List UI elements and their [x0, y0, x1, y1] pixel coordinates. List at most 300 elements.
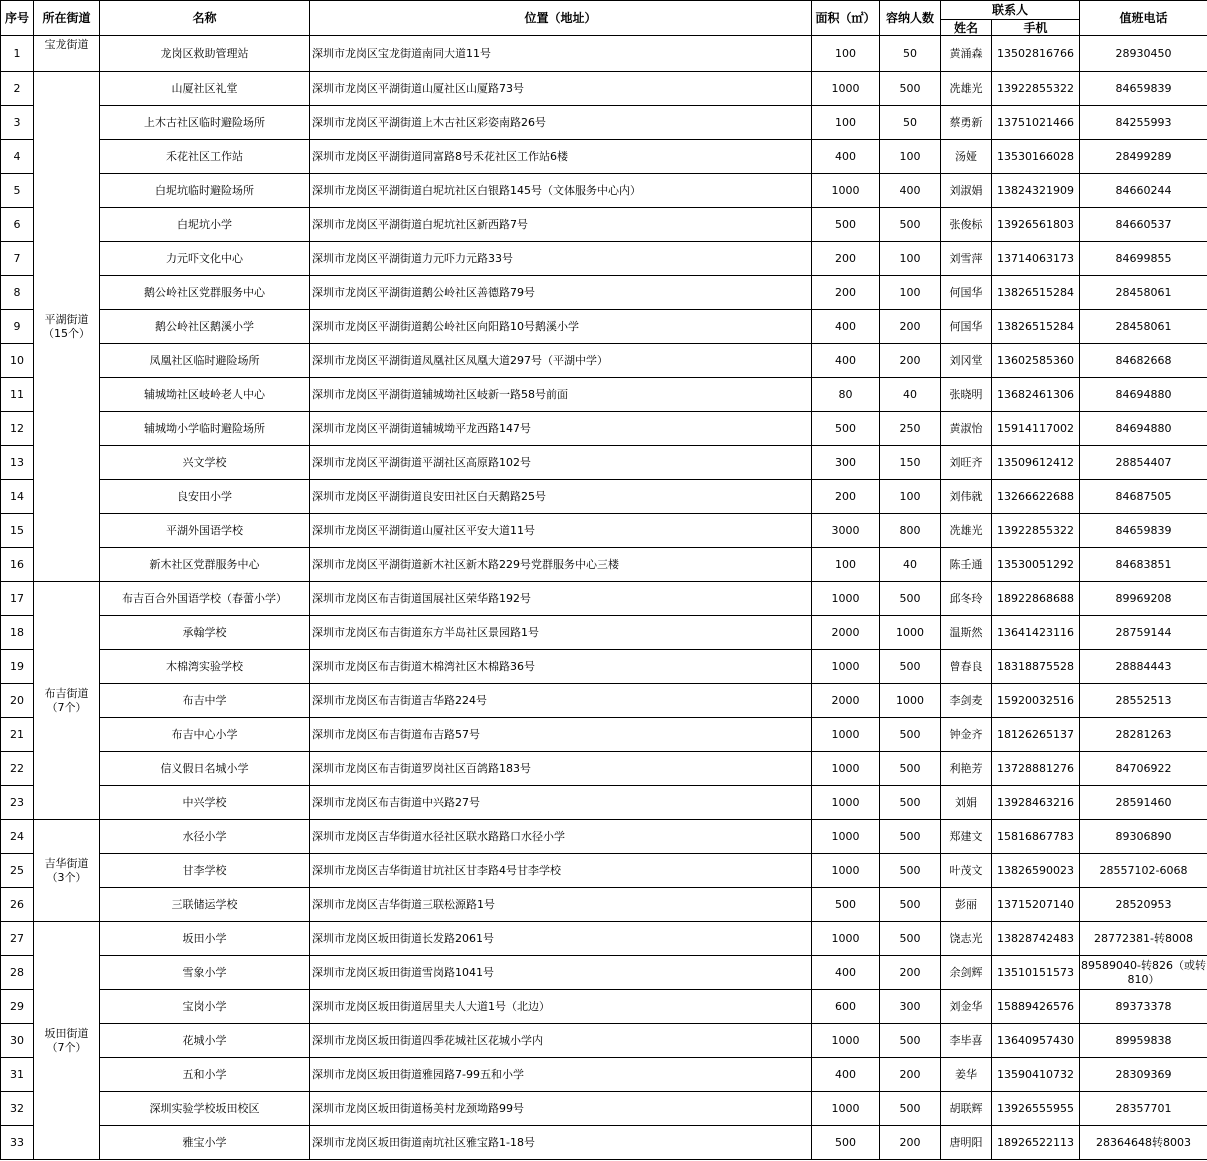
- cell-capacity: 200: [880, 956, 941, 990]
- cell-name: 深圳实验学校坂田校区: [100, 1092, 310, 1126]
- cell-seq: 13: [1, 446, 34, 480]
- table-row: [1, 1126, 1207, 1160]
- cell-area: 500: [812, 888, 880, 922]
- cell-name: 平湖外国语学校: [100, 514, 310, 548]
- cell-capacity: 500: [880, 1024, 941, 1058]
- cell-address: 深圳市龙岗区布吉街道木棉湾社区木棉路36号: [310, 650, 812, 684]
- cell-name: 鹅公岭社区鹅溪小学: [100, 310, 310, 344]
- cell-seq: 8: [1, 276, 34, 310]
- cell-duty-phone: 28357701: [1080, 1092, 1207, 1126]
- cell-name: 布吉百合外国语学校（春蕾小学）: [100, 582, 310, 616]
- table-row: [1, 276, 1207, 310]
- cell-mobile: 13926555955: [992, 1092, 1080, 1126]
- cell-mobile: 13928463216: [992, 786, 1080, 820]
- cell-duty-phone: 28930450: [1080, 36, 1207, 72]
- cell-capacity: 500: [880, 1092, 941, 1126]
- cell-contact-name: 张俊标: [941, 208, 992, 242]
- cell-mobile: 13826590023: [992, 854, 1080, 888]
- cell-address: 深圳市龙岗区平湖街道同富路8号禾花社区工作站6楼: [310, 140, 812, 174]
- cell-seq: 30: [1, 1024, 34, 1058]
- table-row: [1, 854, 1207, 888]
- cell-seq: 7: [1, 242, 34, 276]
- header-name: 名称: [100, 1, 310, 36]
- cell-mobile: 18922868688: [992, 582, 1080, 616]
- cell-name: 上木古社区临时避险场所: [100, 106, 310, 140]
- cell-duty-phone: 84659839: [1080, 514, 1207, 548]
- cell-mobile: 18926522113: [992, 1126, 1080, 1160]
- cell-mobile: 13530166028: [992, 140, 1080, 174]
- cell-area: 400: [812, 1058, 880, 1092]
- cell-mobile: 13751021466: [992, 106, 1080, 140]
- cell-address: 深圳市龙岗区坂田街道雪岗路1041号: [310, 956, 812, 990]
- cell-area: 200: [812, 480, 880, 514]
- cell-address: 深圳市龙岗区平湖街道力元吓力元路33号: [310, 242, 812, 276]
- cell-area: 2000: [812, 684, 880, 718]
- cell-area: 80: [812, 378, 880, 412]
- cell-seq: 22: [1, 752, 34, 786]
- cell-capacity: 500: [880, 582, 941, 616]
- cell-name: 新木社区党群服务中心: [100, 548, 310, 582]
- header-address: 位置（地址）: [310, 1, 812, 36]
- cell-area: 200: [812, 276, 880, 310]
- table-row: [1, 72, 1207, 106]
- cell-seq: 24: [1, 820, 34, 854]
- cell-area: 500: [812, 412, 880, 446]
- cell-name: 鹅公岭社区党群服务中心: [100, 276, 310, 310]
- cell-area: 100: [812, 106, 880, 140]
- cell-contact-name: 张晓明: [941, 378, 992, 412]
- cell-duty-phone: 28884443: [1080, 650, 1207, 684]
- cell-capacity: 1000: [880, 616, 941, 650]
- cell-name: 三联储运学校: [100, 888, 310, 922]
- cell-contact-name: 刘金华: [941, 990, 992, 1024]
- cell-duty-phone: 28458061: [1080, 310, 1207, 344]
- cell-name: 甘李学校: [100, 854, 310, 888]
- cell-name: 白坭坑小学: [100, 208, 310, 242]
- cell-capacity: 100: [880, 140, 941, 174]
- district-name: 坂田街道: [44, 1026, 89, 1040]
- table-row: [1, 956, 1207, 990]
- header-duty-phone: 值班电话: [1080, 1, 1207, 36]
- cell-seq: 10: [1, 344, 34, 378]
- cell-seq: 19: [1, 650, 34, 684]
- cell-mobile: 13922855322: [992, 72, 1080, 106]
- header-contact: 联系人: [941, 1, 1080, 20]
- table-row: [1, 378, 1207, 412]
- cell-seq: 2: [1, 72, 34, 106]
- cell-seq: 15: [1, 514, 34, 548]
- cell-contact-name: 胡联辉: [941, 1092, 992, 1126]
- cell-contact-name: 姜华: [941, 1058, 992, 1092]
- cell-contact-name: 汤娅: [941, 140, 992, 174]
- cell-mobile: 13826515284: [992, 276, 1080, 310]
- district-count: （3个）: [46, 870, 87, 884]
- district-count: （7个）: [46, 1040, 87, 1054]
- cell-mobile: 13530051292: [992, 548, 1080, 582]
- cell-address: 深圳市龙岗区坂田街道杨美村龙颈坳路99号: [310, 1092, 812, 1126]
- table-row: [1, 752, 1207, 786]
- cell-address: 深圳市龙岗区坂田街道雅园路7-99五和小学: [310, 1058, 812, 1092]
- cell-mobile: 13682461306: [992, 378, 1080, 412]
- table-row: [1, 344, 1207, 378]
- cell-seq: 16: [1, 548, 34, 582]
- cell-area: 1000: [812, 820, 880, 854]
- cell-address: 深圳市龙岗区布吉街道东方半岛社区景园路1号: [310, 616, 812, 650]
- cell-seq: 32: [1, 1092, 34, 1126]
- cell-address: 深圳市龙岗区布吉街道布吉路57号: [310, 718, 812, 752]
- district-name: 布吉街道: [44, 686, 89, 700]
- cell-capacity: 150: [880, 446, 941, 480]
- cell-contact-name: 利艳芳: [941, 752, 992, 786]
- cell-duty-phone: 28281263: [1080, 718, 1207, 752]
- cell-capacity: 100: [880, 242, 941, 276]
- cell-duty-phone: 28499289: [1080, 140, 1207, 174]
- cell-capacity: 200: [880, 1126, 941, 1160]
- cell-address: 深圳市龙岗区吉华街道三联松源路1号: [310, 888, 812, 922]
- cell-contact-name: 冼雄光: [941, 514, 992, 548]
- cell-mobile: 13828742483: [992, 922, 1080, 956]
- cell-duty-phone: 28364648转8003: [1080, 1126, 1207, 1160]
- table-row: [1, 650, 1207, 684]
- cell-name: 五和小学: [100, 1058, 310, 1092]
- cell-mobile: 13926561803: [992, 208, 1080, 242]
- cell-name: 雅宝小学: [100, 1126, 310, 1160]
- cell-address: 深圳市龙岗区平湖街道辅城坳平龙西路147号: [310, 412, 812, 446]
- table-row: [1, 480, 1207, 514]
- cell-seq: 20: [1, 684, 34, 718]
- cell-seq: 9: [1, 310, 34, 344]
- header-seq: 序号: [1, 1, 34, 36]
- cell-area: 300: [812, 446, 880, 480]
- cell-seq: 18: [1, 616, 34, 650]
- cell-name: 兴文学校: [100, 446, 310, 480]
- district-name: 平湖街道: [44, 312, 89, 326]
- cell-name: 辅城坳社区岐岭老人中心: [100, 378, 310, 412]
- cell-name: 雪象小学: [100, 956, 310, 990]
- table-row: [1, 718, 1207, 752]
- cell-seq: 23: [1, 786, 34, 820]
- cell-contact-name: 刘伟就: [941, 480, 992, 514]
- cell-mobile: 13714063173: [992, 242, 1080, 276]
- cell-duty-phone: 84699855: [1080, 242, 1207, 276]
- cell-capacity: 50: [880, 106, 941, 140]
- cell-contact-name: 李剑麦: [941, 684, 992, 718]
- cell-address: 深圳市龙岗区坂田街道长发路2061号: [310, 922, 812, 956]
- table-row: [1, 684, 1207, 718]
- cell-capacity: 500: [880, 922, 941, 956]
- cell-duty-phone: 89373378: [1080, 990, 1207, 1024]
- cell-area: 1000: [812, 922, 880, 956]
- table-row: [1, 820, 1207, 854]
- cell-duty-phone: 28309369: [1080, 1058, 1207, 1092]
- table-row: [1, 922, 1207, 956]
- cell-address: 深圳市龙岗区平湖街道鹅公岭社区向阳路10号鹅溪小学: [310, 310, 812, 344]
- table-row: [1, 140, 1207, 174]
- cell-address: 深圳市龙岗区吉华街道水径社区联水路路口水径小学: [310, 820, 812, 854]
- cell-duty-phone: 28458061: [1080, 276, 1207, 310]
- cell-mobile: 15914117002: [992, 412, 1080, 446]
- cell-seq: 31: [1, 1058, 34, 1092]
- cell-capacity: 500: [880, 72, 941, 106]
- cell-mobile: 13266622688: [992, 480, 1080, 514]
- cell-name: 辅城坳小学临时避险场所: [100, 412, 310, 446]
- district-cell: [34, 72, 100, 582]
- district-cell: [34, 820, 100, 922]
- cell-capacity: 300: [880, 990, 941, 1024]
- cell-address: 深圳市龙岗区平湖街道新木社区新木路229号党群服务中心三楼: [310, 548, 812, 582]
- cell-contact-name: 钟金齐: [941, 718, 992, 752]
- cell-area: 1000: [812, 582, 880, 616]
- district-count: （15个）: [43, 326, 90, 340]
- table-row: [1, 514, 1207, 548]
- cell-contact-name: 刘冈堂: [941, 344, 992, 378]
- cell-mobile: 15816867783: [992, 820, 1080, 854]
- cell-contact-name: 唐明阳: [941, 1126, 992, 1160]
- table-row: [1, 1024, 1207, 1058]
- cell-name: 禾花社区工作站: [100, 140, 310, 174]
- cell-duty-phone: 28854407: [1080, 446, 1207, 480]
- cell-area: 100: [812, 548, 880, 582]
- cell-area: 3000: [812, 514, 880, 548]
- cell-seq: 1: [1, 36, 34, 72]
- cell-area: 400: [812, 956, 880, 990]
- district-name: 吉华街道: [44, 856, 89, 870]
- header-contact-phone: 手机: [992, 20, 1080, 36]
- cell-area: 1000: [812, 72, 880, 106]
- cell-contact-name: 黄涌森: [941, 36, 992, 72]
- cell-seq: 27: [1, 922, 34, 956]
- cell-capacity: 250: [880, 412, 941, 446]
- table-row: [1, 36, 1207, 72]
- cell-contact-name: 李毕喜: [941, 1024, 992, 1058]
- cell-mobile: 13502816766: [992, 36, 1080, 72]
- cell-duty-phone: 84660537: [1080, 208, 1207, 242]
- cell-area: 200: [812, 242, 880, 276]
- cell-contact-name: 何国华: [941, 310, 992, 344]
- cell-capacity: 500: [880, 888, 941, 922]
- cell-address: 深圳市龙岗区坂田街道四季花城社区花城小学内: [310, 1024, 812, 1058]
- table-row: [1, 616, 1207, 650]
- cell-duty-phone: 89306890: [1080, 820, 1207, 854]
- cell-contact-name: 饶志光: [941, 922, 992, 956]
- cell-address: 深圳市龙岗区坂田街道居里夫人大道1号（北边）: [310, 990, 812, 1024]
- cell-name: 承翰学校: [100, 616, 310, 650]
- cell-duty-phone: 28772381-转8008: [1080, 922, 1207, 956]
- cell-contact-name: 余剑辉: [941, 956, 992, 990]
- cell-name: 布吉中心小学: [100, 718, 310, 752]
- cell-mobile: 13922855322: [992, 514, 1080, 548]
- cell-contact-name: 刘娟: [941, 786, 992, 820]
- cell-duty-phone: 28552513: [1080, 684, 1207, 718]
- cell-duty-phone: 28557102-6068: [1080, 854, 1207, 888]
- cell-mobile: 13824321909: [992, 174, 1080, 208]
- cell-capacity: 40: [880, 378, 941, 412]
- cell-mobile: 13510151573: [992, 956, 1080, 990]
- table-row: [1, 174, 1207, 208]
- cell-duty-phone: 84255993: [1080, 106, 1207, 140]
- cell-area: 1000: [812, 1024, 880, 1058]
- cell-mobile: 18126265137: [992, 718, 1080, 752]
- cell-name: 山厦社区礼堂: [100, 72, 310, 106]
- cell-duty-phone: 89969208: [1080, 582, 1207, 616]
- cell-contact-name: 曾春良: [941, 650, 992, 684]
- cell-mobile: 13715207140: [992, 888, 1080, 922]
- table-row: [1, 310, 1207, 344]
- cell-contact-name: 陈壬通: [941, 548, 992, 582]
- cell-area: 400: [812, 310, 880, 344]
- cell-contact-name: 温斯然: [941, 616, 992, 650]
- cell-mobile: 13509612412: [992, 446, 1080, 480]
- cell-seq: 11: [1, 378, 34, 412]
- cell-capacity: 200: [880, 344, 941, 378]
- table-row: [1, 888, 1207, 922]
- header-capacity: 容纳人数: [880, 1, 941, 36]
- cell-capacity: 500: [880, 752, 941, 786]
- cell-address: 深圳市龙岗区宝龙街道南同大道11号: [310, 36, 812, 72]
- cell-duty-phone: 84659839: [1080, 72, 1207, 106]
- cell-capacity: 500: [880, 786, 941, 820]
- cell-capacity: 200: [880, 310, 941, 344]
- cell-name: 龙岗区救助管理站: [100, 36, 310, 72]
- cell-name: 水径小学: [100, 820, 310, 854]
- cell-contact-name: 黄淑怡: [941, 412, 992, 446]
- cell-seq: 5: [1, 174, 34, 208]
- table-row: [1, 582, 1207, 616]
- cell-duty-phone: 84706922: [1080, 752, 1207, 786]
- cell-name: 力元吓文化中心: [100, 242, 310, 276]
- cell-area: 1000: [812, 786, 880, 820]
- cell-mobile: 13826515284: [992, 310, 1080, 344]
- cell-seq: 26: [1, 888, 34, 922]
- header-area: 面积（㎡）: [812, 1, 880, 36]
- cell-capacity: 100: [880, 276, 941, 310]
- cell-mobile: 13641423116: [992, 616, 1080, 650]
- header-contact-name: 姓名: [941, 20, 992, 36]
- cell-duty-phone: 28591460: [1080, 786, 1207, 820]
- district-count: （7个）: [46, 700, 87, 714]
- district-cell: [34, 582, 100, 820]
- cell-duty-phone: 84683851: [1080, 548, 1207, 582]
- cell-name: 信义假日名城小学: [100, 752, 310, 786]
- cell-name: 中兴学校: [100, 786, 310, 820]
- cell-address: 深圳市龙岗区平湖街道白坭坑社区白银路145号（文体服务中心内）: [310, 174, 812, 208]
- cell-area: 500: [812, 208, 880, 242]
- cell-mobile: 13640957430: [992, 1024, 1080, 1058]
- cell-duty-phone: 89589040-转826（或转810）: [1080, 956, 1207, 990]
- cell-address: 深圳市龙岗区吉华街道甘坑社区甘李路4号甘李学校: [310, 854, 812, 888]
- cell-duty-phone: 28759144: [1080, 616, 1207, 650]
- cell-name: 坂田小学: [100, 922, 310, 956]
- cell-contact-name: 郑建文: [941, 820, 992, 854]
- cell-seq: 4: [1, 140, 34, 174]
- cell-contact-name: 刘旺齐: [941, 446, 992, 480]
- cell-address: 深圳市龙岗区平湖街道平湖社区高原路102号: [310, 446, 812, 480]
- cell-address: 深圳市龙岗区布吉街道罗岗社区百鸽路183号: [310, 752, 812, 786]
- cell-duty-phone: 89959838: [1080, 1024, 1207, 1058]
- cell-capacity: 200: [880, 1058, 941, 1092]
- cell-address: 深圳市龙岗区平湖街道上木古社区彩姿南路26号: [310, 106, 812, 140]
- cell-contact-name: 冼雄光: [941, 72, 992, 106]
- cell-address: 深圳市龙岗区平湖街道鹅公岭社区善德路79号: [310, 276, 812, 310]
- cell-name: 花城小学: [100, 1024, 310, 1058]
- table-row: [1, 990, 1207, 1024]
- cell-contact-name: 邱冬玲: [941, 582, 992, 616]
- cell-area: 100: [812, 36, 880, 72]
- cell-contact-name: 蔡勇新: [941, 106, 992, 140]
- cell-address: 深圳市龙岗区平湖街道凤凰社区凤凰大道297号（平湖中学）: [310, 344, 812, 378]
- cell-address: 深圳市龙岗区平湖街道辅城坳社区岐新一路58号前面: [310, 378, 812, 412]
- table-row: [1, 446, 1207, 480]
- cell-address: 深圳市龙岗区平湖街道白坭坑社区新西路7号: [310, 208, 812, 242]
- cell-mobile: 13590410732: [992, 1058, 1080, 1092]
- cell-name: 良安田小学: [100, 480, 310, 514]
- cell-seq: 33: [1, 1126, 34, 1160]
- cell-area: 1000: [812, 752, 880, 786]
- table-row: [1, 786, 1207, 820]
- cell-mobile: 13728881276: [992, 752, 1080, 786]
- cell-area: 1000: [812, 1092, 880, 1126]
- cell-name: 布吉中学: [100, 684, 310, 718]
- cell-mobile: 13602585360: [992, 344, 1080, 378]
- cell-area: 1000: [812, 174, 880, 208]
- district-cell: [34, 922, 100, 1160]
- cell-area: 400: [812, 140, 880, 174]
- cell-area: 400: [812, 344, 880, 378]
- header-district: 所在街道: [34, 1, 100, 36]
- cell-area: 1000: [812, 854, 880, 888]
- cell-area: 1000: [812, 718, 880, 752]
- cell-duty-phone: 84694880: [1080, 378, 1207, 412]
- cell-capacity: 500: [880, 650, 941, 684]
- cell-capacity: 800: [880, 514, 941, 548]
- table-row: [1, 548, 1207, 582]
- cell-area: 2000: [812, 616, 880, 650]
- table-row: [1, 412, 1207, 446]
- cell-address: 深圳市龙岗区平湖街道山厦社区平安大道11号: [310, 514, 812, 548]
- district-cell: [34, 36, 100, 72]
- cell-capacity: 100: [880, 480, 941, 514]
- cell-seq: 29: [1, 990, 34, 1024]
- cell-seq: 21: [1, 718, 34, 752]
- cell-duty-phone: 84660244: [1080, 174, 1207, 208]
- cell-name: 宝岗小学: [100, 990, 310, 1024]
- cell-seq: 17: [1, 582, 34, 616]
- cell-mobile: 18318875528: [992, 650, 1080, 684]
- cell-seq: 28: [1, 956, 34, 990]
- cell-contact-name: 彭丽: [941, 888, 992, 922]
- cell-mobile: 15920032516: [992, 684, 1080, 718]
- cell-capacity: 500: [880, 854, 941, 888]
- cell-address: 深圳市龙岗区布吉街道国展社区荣华路192号: [310, 582, 812, 616]
- table-row: [1, 208, 1207, 242]
- cell-name: 木棉湾实验学校: [100, 650, 310, 684]
- cell-seq: 25: [1, 854, 34, 888]
- cell-address: 深圳市龙岗区平湖街道山厦社区山厦路73号: [310, 72, 812, 106]
- cell-seq: 6: [1, 208, 34, 242]
- table-row: [1, 106, 1207, 140]
- cell-area: 500: [812, 1126, 880, 1160]
- cell-seq: 3: [1, 106, 34, 140]
- cell-area: 600: [812, 990, 880, 1024]
- cell-capacity: 50: [880, 36, 941, 72]
- table-row: [1, 1058, 1207, 1092]
- cell-capacity: 500: [880, 718, 941, 752]
- cell-contact-name: 刘雪萍: [941, 242, 992, 276]
- cell-area: 1000: [812, 650, 880, 684]
- cell-seq: 12: [1, 412, 34, 446]
- table-row: [1, 1092, 1207, 1126]
- cell-contact-name: 刘淑娟: [941, 174, 992, 208]
